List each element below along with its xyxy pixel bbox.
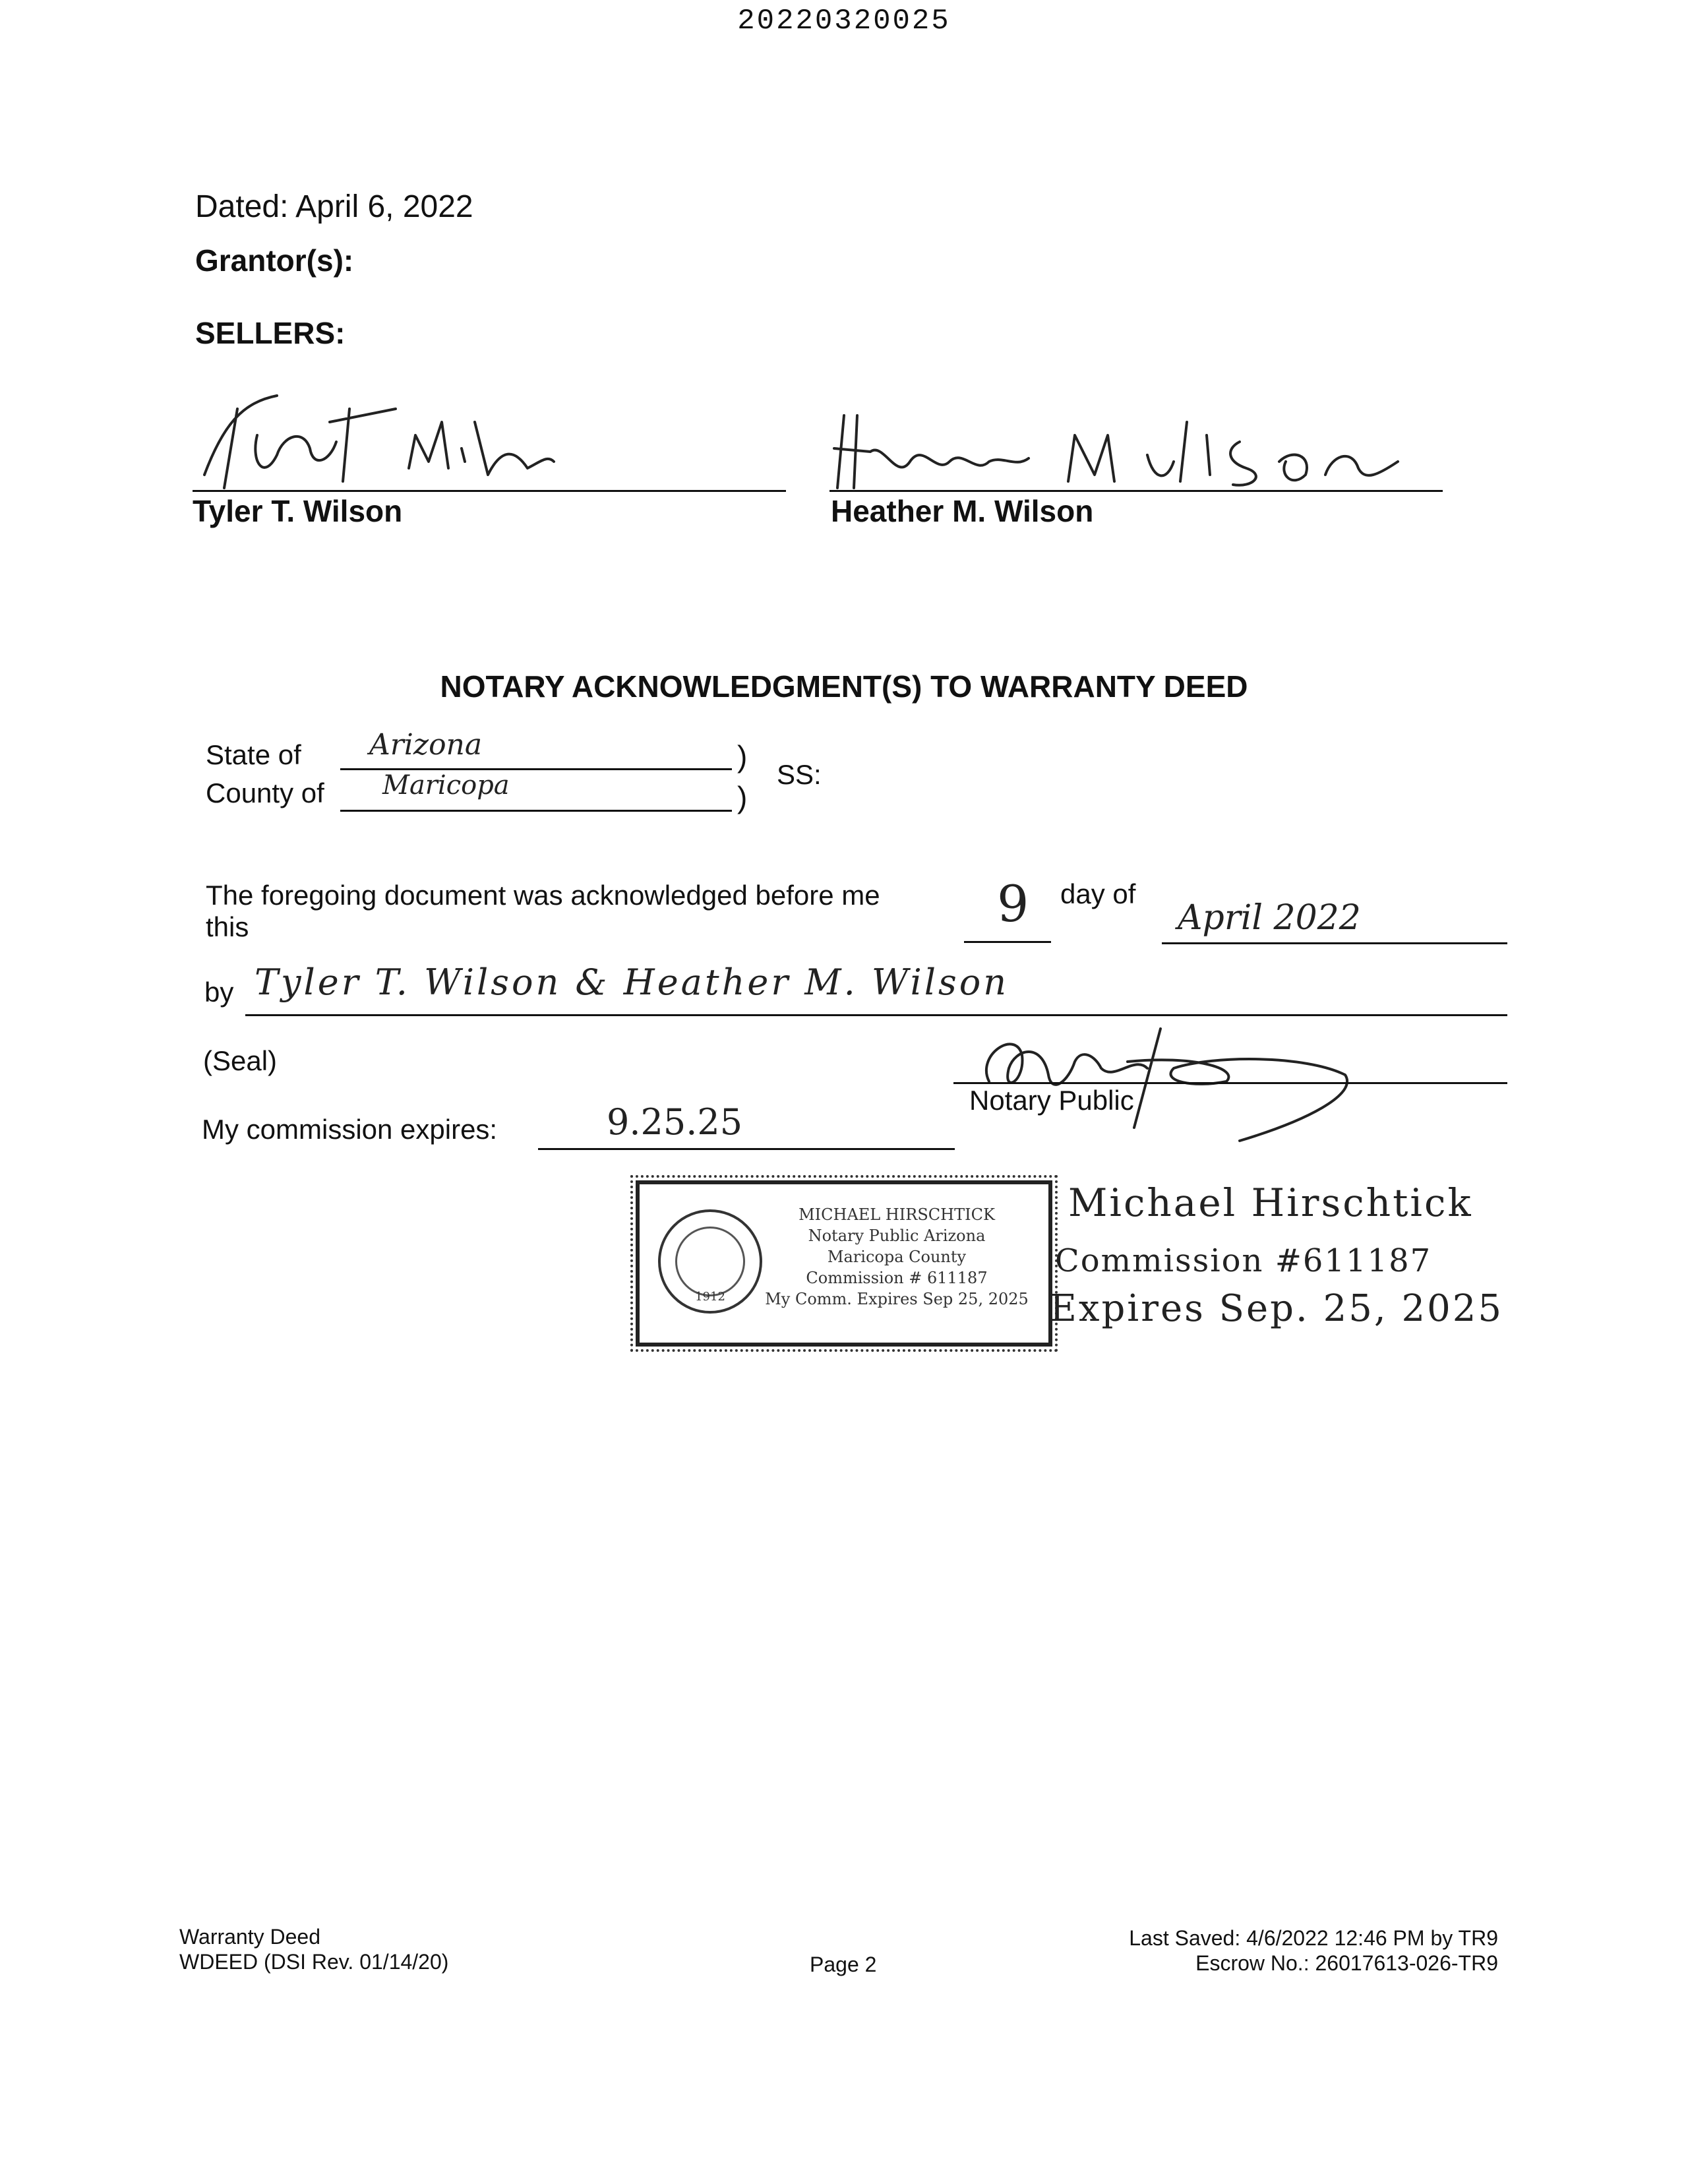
footer-doc-name: Warranty Deed (179, 1925, 320, 1949)
stamp-text (758, 1204, 1035, 1310)
stamp-line-3: Maricopa County (827, 1248, 967, 1266)
signature-tyler (198, 382, 554, 495)
grantor-label: Grantor(s): (195, 243, 354, 278)
footer-doc-rev: WDEED (DSI Rev. 01/14/20) (179, 1950, 449, 1974)
month-year-value: April 2022 (1178, 898, 1361, 938)
seal-label: (Seal) (203, 1045, 278, 1076)
state-paren: ) (737, 739, 748, 774)
stamp-line-5: My Comm. Expires Sep 25, 2025 (765, 1290, 1029, 1308)
footer-last-saved: Last Saved: 4/6/2022 12:46 PM by TR9 (1129, 1926, 1498, 1950)
signer-name-heather: Heather M. Wilson (831, 494, 1094, 528)
signature-line-tyler (193, 490, 786, 492)
county-line (340, 810, 732, 812)
seal-year: 1912 (695, 1290, 725, 1304)
footer-escrow: Escrow No.: 26017613-026-TR9 (1195, 1951, 1498, 1976)
day-line (964, 941, 1051, 943)
notary-title: NOTARY ACKNOWLEDGMENT(S) TO WARRANTY DEED (440, 669, 1248, 704)
handwritten-commission: Commission #611187 (1055, 1242, 1432, 1279)
footer-left (179, 1924, 448, 1975)
stamp-line-4: Commission # 611187 (806, 1269, 988, 1287)
stamp-line-2: Notary Public Arizona (808, 1227, 986, 1245)
by-label: by (204, 977, 234, 1008)
notary-signature-line (953, 1082, 1507, 1084)
sellers-label: SELLERS: (195, 316, 346, 350)
state-value: Arizona (369, 728, 483, 762)
commission-expires-label: My commission expires: (202, 1114, 498, 1145)
notary-stamp (636, 1180, 1052, 1347)
day-of-label: day of (1060, 878, 1136, 909)
footer-right (989, 1926, 1498, 1976)
signature-line-heather (829, 490, 1443, 492)
county-paren: ) (737, 780, 748, 814)
signer-name-tyler: Tyler T. Wilson (193, 494, 403, 528)
footer-page: Page 2 (810, 1953, 877, 1976)
commission-expires-line (538, 1148, 955, 1150)
foregoing-text: The foregoing document was acknowledged before me this (206, 880, 880, 942)
recording-number: 20220320025 (737, 5, 951, 38)
day-value: 9 (997, 874, 1029, 933)
notary-public-label: Notary Public (969, 1085, 1134, 1116)
notary-signature (963, 1016, 1372, 1134)
ss-label: SS: (777, 759, 822, 790)
month-year-line (1162, 942, 1507, 944)
county-label: County of (206, 777, 324, 808)
state-seal-icon (658, 1209, 762, 1314)
by-value: Tyler T. Wilson & Heather M. Wilson (255, 961, 1010, 1003)
county-value: Maricopa (382, 770, 510, 801)
signature-heather (831, 402, 1411, 495)
dated-line: Dated: April 6, 2022 (195, 189, 473, 224)
stamp-line-1: MICHAEL HIRSCHTICK (799, 1205, 995, 1224)
commission-expires-value: 9.25.25 (607, 1101, 743, 1143)
state-label: State of (206, 739, 301, 770)
handwritten-notary-name: Michael Hirschtick (1068, 1180, 1473, 1225)
handwritten-expires: Expires Sep. 25, 2025 (1050, 1287, 1503, 1330)
